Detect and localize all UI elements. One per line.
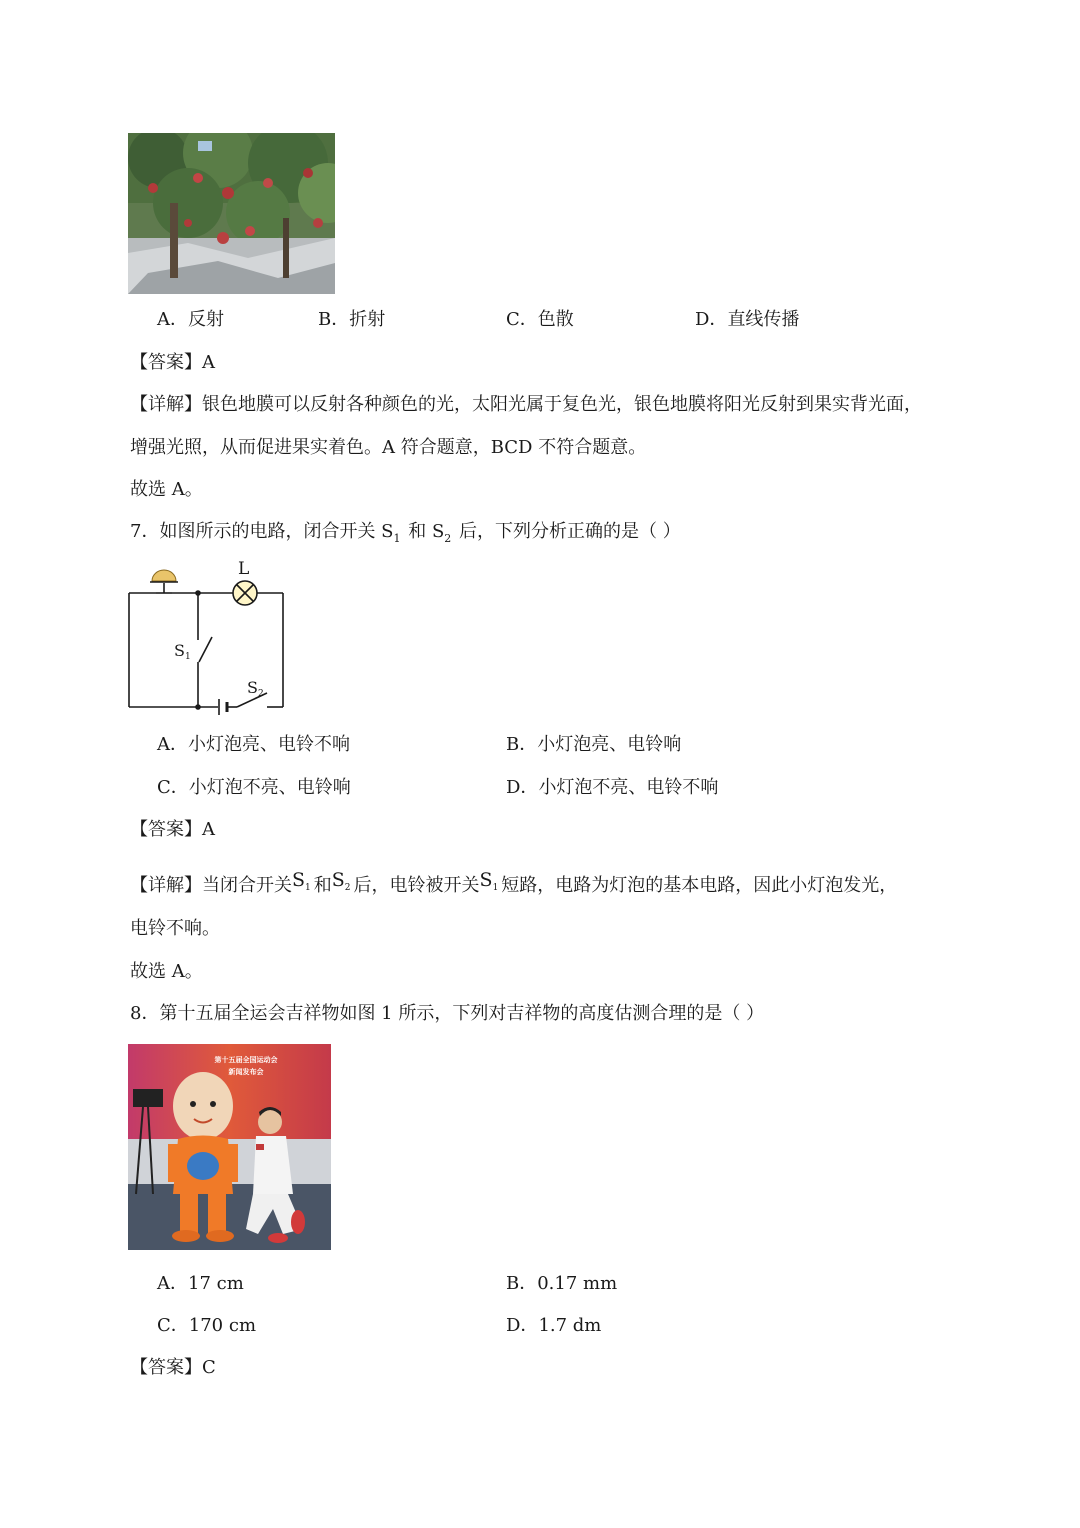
option-c	[506, 308, 574, 332]
question-8-stem: 8．第十五届全运会吉祥物如图 1 所示，下列对吉祥物的高度估测合理的是（ ）	[130, 1003, 765, 1024]
switch-s1-sub: 1	[185, 652, 191, 662]
detail-text: 和	[313, 875, 332, 896]
option-text: 小灯泡亮、电铃不响	[188, 734, 350, 755]
switch-s1-label: S	[174, 641, 185, 660]
option-letter: D．	[695, 309, 728, 330]
detail-line-2: 增强光照，从而促进果实着色。A 符合题意，BCD 不符合题意。	[130, 437, 647, 458]
detail-line	[130, 869, 898, 901]
apple-tree-photo	[128, 133, 335, 294]
battery-icon	[219, 699, 227, 715]
detail-text: 短路，电路为灯泡的基本电路，因此小灯泡发光，	[501, 875, 898, 896]
subscript: 1	[492, 883, 499, 893]
option-d	[506, 1314, 601, 1338]
subscript: 2	[444, 532, 452, 545]
option-letter: D．	[506, 1315, 539, 1336]
detail-text: 当闭合开关	[202, 875, 292, 896]
option-text: 色散	[537, 309, 574, 330]
option-d	[695, 308, 799, 332]
option-a	[157, 1272, 244, 1296]
answer-line	[130, 351, 215, 375]
detail-text: 后，电铃被开关	[353, 875, 480, 896]
stem-text: 7．如图所示的电路，闭合开关 S	[130, 521, 394, 542]
option-text: 170 cm	[188, 1315, 257, 1336]
switch-symbol: S	[331, 869, 345, 891]
option-text: 17 cm	[188, 1273, 244, 1294]
banner-line-1: 第十五届全国运动会	[214, 1056, 278, 1064]
answer-value: C	[202, 1357, 216, 1378]
detail-line-2: 电铃不响。	[130, 918, 220, 939]
option-text: 1.7 dm	[538, 1315, 602, 1336]
option-letter: A．	[157, 734, 188, 755]
option-c	[157, 1314, 256, 1338]
option-letter: B．	[318, 309, 350, 330]
option-a	[157, 733, 350, 757]
answer-label: 【答案】	[130, 819, 202, 840]
option-letter: C．	[506, 309, 538, 330]
conclusion: 故选 A。	[130, 961, 203, 982]
conclusion: 故选 A。	[130, 479, 203, 500]
option-text: 折射	[349, 309, 386, 330]
lamp-label: L	[238, 559, 250, 579]
banner-line-2: 新闻发布会	[228, 1068, 264, 1076]
detail-line	[130, 393, 922, 417]
option-b	[506, 1272, 617, 1296]
option-letter: C．	[157, 1315, 189, 1336]
stem-text: 后，下列分析正确的是（ ）	[453, 521, 681, 542]
option-letter: B．	[506, 734, 538, 755]
bulb-icon	[233, 581, 257, 605]
detail-label: 【详解】	[130, 394, 202, 415]
answer-value: A	[202, 352, 215, 373]
option-text: 0.17 mm	[537, 1273, 618, 1294]
stem-text: 和 S	[402, 521, 445, 542]
option-text: 直线传播	[727, 309, 800, 330]
option-letter: A．	[157, 1273, 188, 1294]
switch-symbol: S	[292, 869, 306, 891]
subscript: 1	[305, 883, 311, 893]
detail-text: 银色地膜可以反射各种颜色的光，太阳光属于复色光，银色地膜将阳光反射到果实背光面，	[202, 394, 922, 415]
subscript: 1	[393, 532, 401, 545]
switch-s2-sub: 2	[258, 689, 264, 699]
switch-symbol: S	[479, 869, 493, 891]
option-b	[318, 308, 385, 332]
option-d	[506, 776, 718, 800]
answer-label: 【答案】	[130, 1357, 202, 1378]
option-letter: C．	[157, 777, 189, 798]
option-b	[506, 733, 681, 757]
answer-line	[130, 818, 215, 842]
option-text: 小灯泡不亮、电铃不响	[538, 777, 719, 798]
option-letter: D．	[506, 777, 539, 798]
answer-line	[130, 1356, 216, 1380]
circuit-diagram	[120, 555, 300, 725]
mascot-photo	[128, 1044, 331, 1250]
subscript: 2	[344, 883, 351, 893]
option-letter: A．	[157, 309, 188, 330]
option-text: 小灯泡亮、电铃响	[537, 734, 682, 755]
option-a	[157, 308, 224, 332]
question-7-stem	[130, 520, 681, 546]
answer-label: 【答案】	[130, 352, 202, 373]
answer-value: A	[202, 819, 215, 840]
detail-label: 【详解】	[130, 875, 202, 896]
switch-s2-label: S	[247, 678, 258, 697]
bell-icon	[150, 570, 178, 582]
option-letter: B．	[506, 1273, 538, 1294]
option-text: 小灯泡不亮、电铃响	[188, 777, 351, 798]
option-text: 反射	[188, 309, 224, 330]
option-c	[157, 776, 351, 800]
